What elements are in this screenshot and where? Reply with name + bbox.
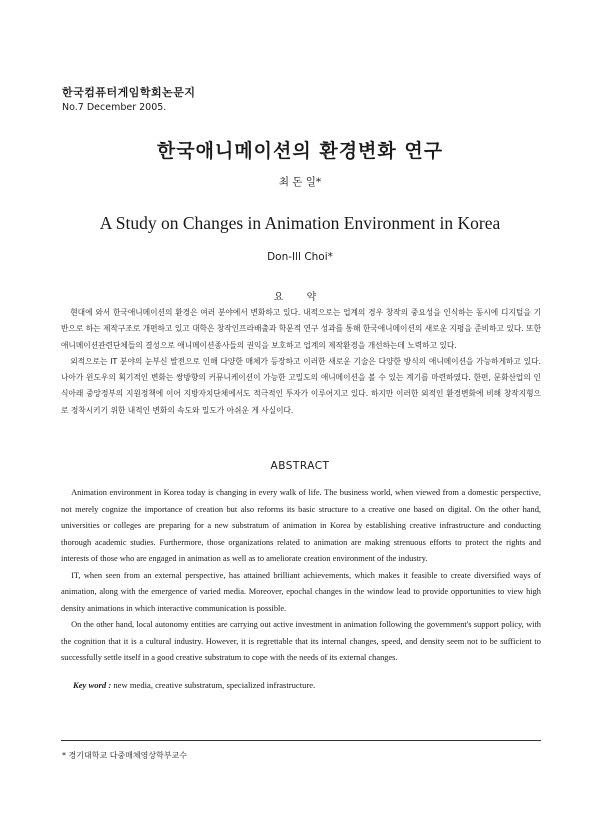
english-abstract-heading: ABSTRACT [270, 460, 330, 472]
korean-abstract [61, 305, 541, 419]
author-affiliation-footnote: * 경기대학교 다중매체영상학부교수 [62, 751, 188, 760]
journal-name: 한국컴퓨터게임학회논문지 [62, 86, 196, 99]
keywords [61, 680, 541, 690]
english-abstract-paragraph: IT, when seen from an external perspective, has attained brilliant achievements, which makes it feasible to create diversified ways of animation, along with the emergence of varied media. Moreover, epochal changes in the window lead to provide opportunities to view high density animations in which interactive communication is possible. [61, 570, 541, 613]
paper-title-english: A Study on Changes in Animation Environment in Korea [99, 213, 501, 233]
keywords-label: Key word : [73, 680, 112, 690]
journal-header [62, 84, 196, 113]
author-korean: 최 돈 일* [278, 176, 322, 188]
korean-abstract-heading: 요 약 [273, 292, 327, 303]
english-abstract-paragraph: On the other hand, local autonomy entities are carrying out active investment in animation following the government's support policy, with the cognition that it is a cultural industry. However, it is regrettable that its internal changes, speed, and density seem not to be sufficient to successfully settle itself in a good creative substratum to cope with the needs of its external changes. [61, 620, 541, 662]
korean-abstract-paragraph: 외적으로는 IT 분야의 눈부신 발전으로 인해 다양한 매체가 등장하고 이러한 새로운 기술은 다양한 방식의 애니메이션을 가능하게하고 있다. 나아가 윈도우의 획기적인 변화는 쌍방향의 커뮤니케이션이 가능한 고밀도의 애니메이션을 볼 수 있는 계기를 마련하였다. 한편, 문화산업의 인식아래 중앙정부의 지원정책에 이어 지방자치단체에서도 적극적인 투자가 이루어지고 있다. 하지만 이러한 외적인 환경변화에 비해 창작지형으로 정착시키기 위한 내적인 변화의 속도와 밀도가 아쉬운 게 사실이다. [61, 356, 541, 415]
paper-title-korean: 한국애니메이션의 환경변화 연구 [156, 140, 444, 162]
journal-issue: No.7 December 2005. [62, 102, 167, 113]
footnote-divider [61, 740, 541, 741]
english-abstract [61, 485, 541, 667]
keywords-text: new media, creative substratum, specialized infrastructure. [113, 680, 316, 690]
english-abstract-paragraph: Animation environment in Korea today is changing in every walk of life. The business world, when viewed from a domestic perspective, not merely cognize the importance of creation but also reforms its basic structure to a creative one based on digital. On the other hand, universities or colleges are preparing for a new substratum of animation in Korea by establishing creative infrastructure and conducting thorough academic studies. Furthermore, those organizations related to animation are making strenuous efforts to protect the rights and interests of those who are engaged in animation as well as to ameliorate creation environment of the industry. [61, 488, 541, 563]
author-english: Don-Ill Choi* [267, 251, 333, 263]
korean-abstract-paragraph: 현대에 와서 한국애니메이션의 환경은 여러 분야에서 변화하고 있다. 내적으로는 업계의 경우 창작의 중요성을 인식하는 동시에 디지털을 기반으로 하는 제작구조로 개편하고 있고 대학은 창작인프라배출과 학문적 연구 성과를 통해 한국애니메이션의 새로운 지평을 준비하고 있다. 또한 애니메이션관련단체들의 결성으로 애니메이션종사들의 권익을 보호하고 업계의 제작환경을 개선하는데 노력하고 있다. [61, 308, 541, 350]
